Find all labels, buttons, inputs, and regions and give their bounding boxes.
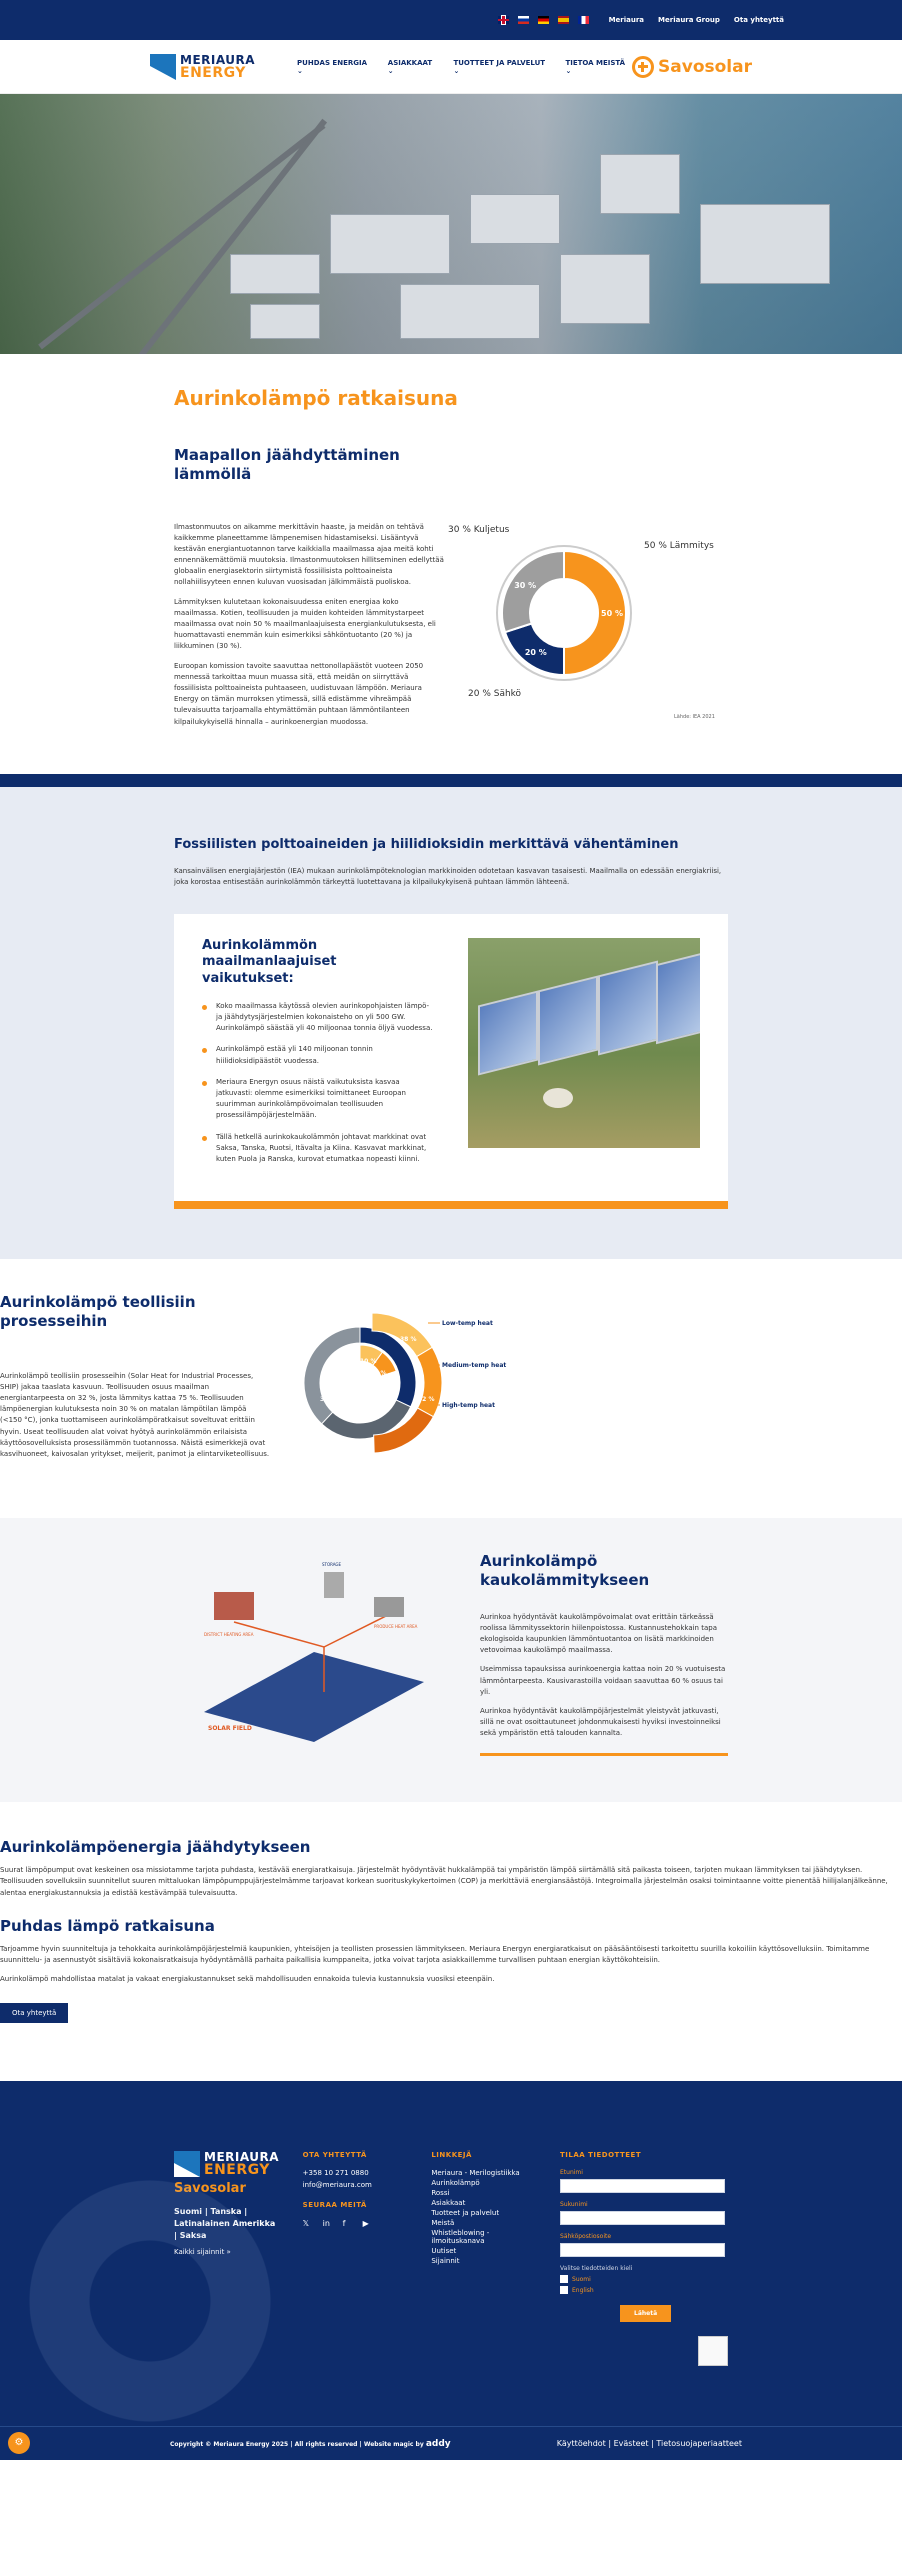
donut-label: 30 % bbox=[320, 1396, 337, 1404]
list-item: Aurinkolämpö estää yli 140 miljoonan tonnin hiilidioksidipäästöt vuodessa. bbox=[202, 1044, 436, 1066]
linkedin-icon[interactable]: in bbox=[322, 2219, 330, 2229]
diagram-label: SOLAR FIELD bbox=[208, 1725, 252, 1733]
footer-logo[interactable]: MERIAURA ENERGY bbox=[174, 2151, 281, 2177]
paragraph: Tarjoamme hyvin suunniteltuja ja tehokkaita aurinkolämpöjärjestelmiä kaupunkien, yhteisöjen ja teollisten prosessien lämmitykseen. Meriaura Energyn energiaratkaisut on pääsääntöisesti tarkoitettu suurilla kokoiliin käyttösovelluksiin. Toimitamme suunnittelu- ja asennustyöt sisältäviä kokonaisratkaisuja hyödyntämällä parhaita paikallisia kumppaneita, jotka voivat tarjota asiakkaillemme turvallisen puhtaan energian käyttökohteisiin. bbox=[0, 1944, 870, 1964]
footer-links-title: LINKKEJÄ bbox=[431, 2151, 472, 2160]
top-link-contact[interactable]: Ota yhteyttä bbox=[733, 16, 784, 24]
nav-tietoa[interactable]: TIETOA MEISTÄ ⌄ bbox=[565, 58, 626, 75]
impacts-list bbox=[202, 1001, 436, 1165]
facebook-icon[interactable]: f bbox=[342, 2219, 346, 2229]
footer-link[interactable]: Aurinkolämpö bbox=[431, 2179, 480, 2188]
top-link-meriaura-group[interactable]: Meriaura Group bbox=[658, 16, 720, 24]
footer-all-locations-link[interactable]: Kaikki sijainnit » bbox=[174, 2248, 231, 2257]
footer-link[interactable]: Asiakkaat bbox=[431, 2199, 466, 2208]
section-title: Aurinkolämpö kaukolämmitykseen bbox=[480, 1552, 650, 1589]
section-title: Puhdas lämpö ratkaisuna bbox=[0, 1916, 215, 1935]
diagram-label: PRODUCE HEAT AREA bbox=[374, 1624, 418, 1630]
section-subtitle: Maapallon jäähdyttäminen lämmöllä bbox=[174, 446, 400, 483]
flag-es-icon[interactable] bbox=[558, 16, 569, 24]
logo-line1: MERIAURA bbox=[180, 52, 256, 67]
legal-links[interactable]: Käyttöehdot | Evästeet | Tietosuojaperiaatteet bbox=[556, 2439, 742, 2449]
pie-inner-label: 20 % bbox=[524, 647, 547, 657]
social-icons bbox=[303, 2219, 410, 2228]
impacts-card bbox=[174, 914, 728, 1209]
footer-link[interactable]: Uutiset bbox=[431, 2247, 457, 2256]
energy-share-chart bbox=[444, 446, 728, 736]
footer-link[interactable]: Sijainnit bbox=[431, 2257, 460, 2266]
site-footer bbox=[0, 2081, 902, 2460]
flag-de-icon[interactable] bbox=[538, 16, 549, 24]
send-button[interactable]: Lähetä bbox=[620, 2305, 671, 2322]
footer-follow-title: SEURAA MEITÄ bbox=[302, 2201, 367, 2210]
hero-aerial-image bbox=[0, 94, 902, 354]
footer-contact-title: OTA YHTEYTTÄ bbox=[302, 2151, 367, 2160]
donut-label: 10 % bbox=[370, 1370, 387, 1378]
page-title: Aurinkolämpö ratkaisuna bbox=[174, 386, 458, 410]
energy-donut-chart bbox=[444, 518, 728, 748]
pie-outer-label: 20 % Sähkö bbox=[468, 689, 522, 699]
footer-link[interactable]: Meistä bbox=[431, 2219, 455, 2228]
nav-tuotteet[interactable]: TUOTTEET JA PALVELUT ⌄ bbox=[453, 58, 546, 75]
meriaura-energy-logo[interactable] bbox=[150, 54, 255, 80]
savosolar-logo[interactable]: Savosolar bbox=[632, 56, 752, 78]
paragraph: Ilmastonmuutos on aikamme merkittävin haaste, ja meidän on tehtävä kaikkemme planeettamme lämpenemisen hidastamiseksi. Lisääntyvä kestävän energiantuotannon tarve kaikkialla maailmassa ajaa meitä kohti ennennäkemättömiä muutoksia. Ilmastonmuutoksen hillitseminen edellyttää globaalin energiasektorin siirtymistä fossiilisista polttoaineista nollahiilisyyteen ennen kuluvan vuosisadan jälkimmäistä puoliskoa. bbox=[174, 522, 444, 587]
main-header bbox=[0, 40, 902, 94]
accent-line bbox=[480, 1753, 728, 1756]
legend-entry: Medium-temp heat bbox=[442, 1362, 507, 1370]
section-aurinkolampo bbox=[0, 354, 902, 774]
flag-en-icon[interactable] bbox=[498, 16, 509, 24]
savosolar-icon bbox=[632, 56, 654, 78]
footer-email[interactable]: info@meriaura.com bbox=[302, 2181, 372, 2190]
pie-outer-label: 30 % Kuljetus bbox=[448, 525, 510, 535]
footer-link[interactable]: Tuotteet ja palvelut bbox=[431, 2209, 500, 2218]
youtube-icon[interactable]: ▶ bbox=[362, 2219, 369, 2229]
district-heating-diagram bbox=[174, 1552, 454, 1752]
card-title: Aurinkolämmön maailmanlaajuiset vaikutukset: bbox=[202, 938, 337, 986]
storage-tank-shape bbox=[324, 1572, 344, 1598]
paragraph: Aurinkoa hyödyntävät kaukolämpövoimalat ovat erittäin tärkeässä roolissa lämmityssektorin hiilenpoistossa. Kustannustehokkain tapa ekologisoida kaupunkien lämmöntuotantoa on lisätä markkinoiden vetovoimaa kaukolämpö maailmassa. bbox=[480, 1612, 717, 1655]
language-checkbox-en[interactable]: English bbox=[560, 2286, 728, 2294]
industry-heat-donut bbox=[300, 1293, 570, 1453]
logo-line2: ENERGY bbox=[180, 64, 246, 81]
plant-shape bbox=[374, 1597, 404, 1617]
diagram-label: STORAGE bbox=[322, 1562, 342, 1568]
paragraph: Suurat lämpöpumput ovat keskeinen osa missiotamme tarjota puhdasta, kestävää energiaratkaisuja. Järjestelmät hyödyntävät hukkalämpöä tai ympäristön lämpöä siirtämällä sitä paikasta toiseen, tarjoten mukaan lämmityksen tai jäähdytyksen. Teollisuuden sovelluksiin suunnitellut suuren mittaluokan lämpöpumppujärjestelmämme tarjoavat korkean suorituskykykertoimen (COP) ja merkittäviä energiansäästöjä. Integroimalla järjestelmän osaksi toimintaanne voitte pienentää hiilijalanjälkeänne, alentaa energiakustannuksia ja edistää kestävämpää tulevaisuutta. bbox=[0, 1866, 888, 1897]
newsletter-form: TILAA TIEDOTTEET Etunimi Sukunimi Sähköpostiosoite Valitse tiedotteiden kieli Suomi English Lähetä bbox=[560, 2151, 728, 2366]
section-title: Aurinkolämpöenergia jäähdytykseen bbox=[0, 1838, 311, 1857]
main-nav bbox=[297, 59, 632, 75]
section-fossil bbox=[0, 787, 902, 1259]
chart-source: Lähde: IEA 2021 bbox=[674, 714, 715, 720]
paragraph: Aurinkolämpö mahdollistaa matalat ja vakaat energiakustannukset sekä mahdollisuuden ennakoida tulevia kustannuksia vuosiksi eteenpäin. bbox=[0, 1974, 495, 1983]
logo-mark-icon bbox=[174, 2151, 200, 2177]
footer-link[interactable]: Whistleblowing - ilmoituskanava bbox=[431, 2229, 490, 2246]
top-link-meriaura[interactable]: Meriaura bbox=[608, 16, 645, 24]
donut-label: 38 % bbox=[400, 1336, 417, 1344]
footer-countries: Suomi | Tanska | Latinalainen Amerikka | Saksa bbox=[174, 2207, 276, 2241]
nav-puhdas-energia[interactable]: PUHDAS ENERGIA ⌄ bbox=[297, 58, 368, 75]
industry-heat-chart bbox=[300, 1293, 902, 1453]
paragraph: Lämmityksen kulutetaan kokonaisuudessa eniten energiaa koko maailmassa. Kotien, teollisuuden ja muiden kohteiden lämmitystarpeet maailmassa ovat noin 50 % maailmanlaajuisesta energiankulutuksesta, eli huomattavasti enemmän kuin esimerkiksi sähköntuotanto (20 %) ja liikkuminen (30 %). bbox=[174, 597, 436, 651]
section-district-heating bbox=[0, 1518, 902, 1802]
nav-asiakkaat[interactable]: ASIAKKAAT ⌄ bbox=[387, 58, 433, 75]
donut-label: 32 % bbox=[340, 1364, 357, 1372]
section-title: Aurinkolämpö teollisiin prosesseihin bbox=[0, 1293, 196, 1330]
newsletter-title: TILAA TIEDOTTEET bbox=[560, 2151, 642, 2160]
heat-segment-1 bbox=[417, 1347, 442, 1416]
footer-partner-logo[interactable]: Savosolar bbox=[174, 2181, 246, 2197]
solar-collectors-photo bbox=[468, 938, 700, 1148]
list-item: Meriaura Energyn osuus näistä vaikutuksista kasvaa jatkuvasti: olemme esimerkiksi toimittaneet Euroopan suurimman aurinkolämpövoimalan teollisuuden prosessilämpöjärjestelmään. bbox=[202, 1077, 436, 1122]
legend-entry: Low-temp heat bbox=[442, 1320, 493, 1328]
accessibility-fab-icon[interactable]: ⚙ bbox=[8, 2432, 30, 2454]
paragraph: Aurinkolämpö teollisiin prosesseihin (Solar Heat for Industrial Processes, SHIP) jakaa taaslata kasvuun. Teollisuuden osuus maailman energiantarpeesta on 32 %, josta lämmitys kattaa 75 %. Teollisuuden lämpöenergian kulutuksesta noin 30 % on matalan lämpötilan lämpöä (<150 °C), jonka tuottamiseen aurinkolämpöratkaisut soveltuvat erittäin hyvin. Useat teollisuuden alat voivat hyötyä aurinkolämmön erilaisista käyttöosovelluksista prosessilämmön tuotannossa. Näistä esimerkkejä ovat kasvihuoneet, kaivosalan yritykset, meijerit, panimot ja elintarviketeollisuus. bbox=[0, 1371, 270, 1458]
contact-button[interactable]: Ota yhteyttä bbox=[0, 2003, 68, 2023]
watermark-logo bbox=[20, 2101, 280, 2501]
donut-label: 42 % bbox=[418, 1396, 435, 1404]
language-flags bbox=[498, 16, 589, 24]
language-checkbox-fi[interactable]: Suomi bbox=[560, 2275, 728, 2283]
footer-link[interactable]: Rossi bbox=[431, 2189, 450, 2198]
pie-outer-label: 50 % Lämmitys bbox=[644, 541, 714, 551]
pie-inner-label: 50 % bbox=[601, 609, 623, 618]
logo-mark-icon bbox=[150, 54, 176, 80]
intro-text: Kansainvälisen energiajärjestön (IEA) mukaan aurinkolämpöteknologian markkinoiden odotetaan kasvavan tasaisesti. Maailmalla on edessään energiakriisi, joka korostaa entisestään aurinkolämmön tärkeyttä luotettavana ja kilpailukykyisenä puhtaan lämmön lähteenä. bbox=[174, 866, 722, 886]
twitter-icon[interactable]: 𝕏 bbox=[302, 2219, 310, 2229]
legend-entry: High-temp heat bbox=[442, 1402, 495, 1410]
paragraph: Useimmissa tapauksissa aurinkoenergia kattaa noin 20 % vuotuisesta lämmöntarpeesta. Kausivarastoilla voidaan saavuttaa 60 % osuus tai yli. bbox=[480, 1665, 726, 1696]
first-name-field[interactable] bbox=[560, 2179, 725, 2193]
divider-band bbox=[0, 774, 902, 787]
diagram-label: DISTRICT HEATING AREA bbox=[204, 1632, 254, 1638]
recaptcha-badge[interactable] bbox=[698, 2336, 728, 2366]
sheep bbox=[543, 1088, 573, 1108]
paragraph: Euroopan komission tavoite saavuttaa nettonollapäästöt vuoteen 2050 mennessä tarkoittaa muun muassa sitä, että meidän on siirryttävä fossiilisista polttoaineista puhtaaseen, uudistuvaan lämpöön. Meriaura Energy on tämän murroksen ytimessä, sillä edistämme vihreämpää tulevaisuutta tarjoamalla ehtymättömän puhtaan lämmöntilanteen kilpailukykyisellä hinnalla – aurinkoenergian muodossa. bbox=[174, 661, 424, 726]
section-cooling bbox=[0, 1802, 902, 2081]
pie-slice-1 bbox=[502, 551, 564, 632]
paragraph: Aurinkoa hyödyntävät kaukolämpöjärjestelmät yleistyvät jatkuvasti, sillä ne ovat osoittautuneet johdonmukaisesti hyviksi investoinneiksi sekä ympäristön että talouden kannalta. bbox=[480, 1706, 721, 1738]
houses-shape bbox=[214, 1592, 254, 1620]
heat-pipe-shape bbox=[234, 1612, 394, 1647]
flag-ru-icon[interactable] bbox=[518, 16, 529, 24]
section-title: Fossiilisten polttoaineiden ja hiilidioksidin merkittävä vähentäminen bbox=[174, 836, 679, 852]
list-item: Koko maailmassa käytössä olevien aurinkopohjaisten lämpö- ja jäähdytysjärjestelmien kokonaisteho on yli 500 GW. Aurinkolämpö säästää yli 40 miljoonaa tonnia öljyä vuodessa. bbox=[202, 1001, 436, 1035]
last-name-field[interactable] bbox=[560, 2211, 725, 2225]
donut-label: 10 % bbox=[360, 1358, 377, 1366]
footer-phone[interactable]: +358 10 271 0880 bbox=[302, 2169, 369, 2178]
email-field[interactable] bbox=[560, 2243, 725, 2257]
list-item: Tällä hetkellä aurinkokaukolämmön johtavat markkinat ovat Saksa, Tanska, Ruotsi, Itävalta ja Kiina. Kasvavat markkinat, kuten Puola ja Ranska, kurovat etumatkaa nopeasti kiinni. bbox=[202, 1132, 436, 1166]
top-bar bbox=[0, 0, 902, 40]
flag-fr-icon[interactable] bbox=[578, 16, 589, 24]
copyright: Copyright © Meriaura Energy 2025 | All rights reserved | Website magic by addy bbox=[170, 2438, 451, 2449]
agency-logo[interactable]: addy bbox=[425, 2438, 451, 2449]
pie-inner-label: 30 % bbox=[514, 580, 537, 590]
section-ship bbox=[0, 1259, 902, 1518]
footer-link[interactable]: Meriaura - Merilogistiikka bbox=[431, 2169, 520, 2178]
